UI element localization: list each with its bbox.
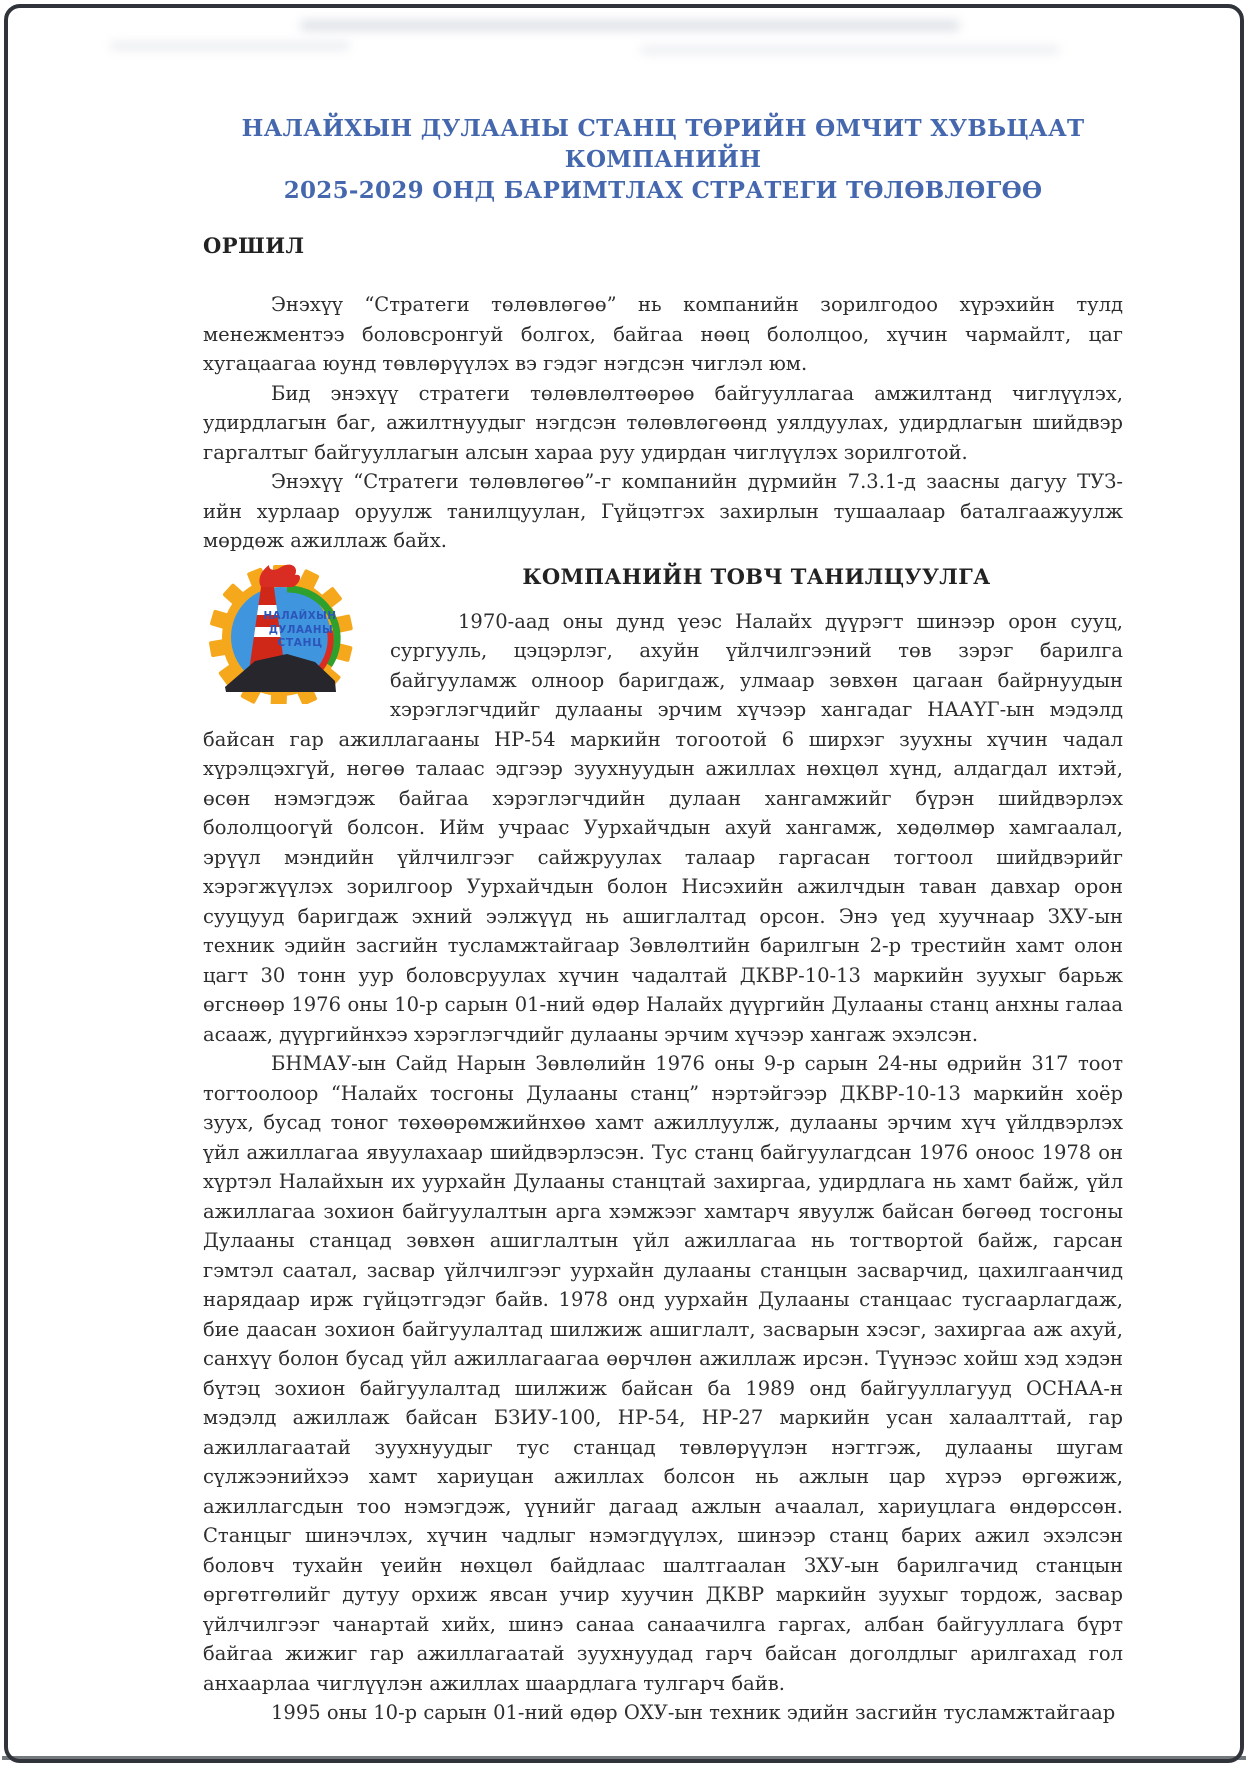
history-paragraph-2: БНМАУ-ын Сайд Нарын Зөвлөлийн 1976 оны 9-р сарын 24-ны өдрийн 317 тоот тогтоолоор “Налайх тосгоны Дулааны станц” нэртэйгээр ДКВР-10-13 маркийн хоёр зуух, бусад тоног төхөөрөмжийнхөө хамт ажиллуулж, дулааны эрчим хүч үйлдвэрлэх үйл ажиллагаа явуулахаар шийдвэрлэсэн. Тус станц байгуулагдсан 1976 оноос 1978 он хүртэл Налайхын их уурхайн Дулааны станцтай захиргаа, удирдлага нь хамт байж, үйл ажиллагаа зохион байгуулалтын арга хэмжээг хамтарч явуулж байсан бөгөөд тосгоны Дулааны станцад зөвхөн ашиглалтын үйл ажиллагаа нь тогтвортой байж, гарсан гэмтэл саатал, засвар үйлчилгээг уурхайн дулааны станцын засварчид, цахилгаанчид нарядаар ирж гүйцэтгэдэг байв. 1978 онд уурхайн Дулааны станцаас тусгаарлагдаж, бие даасан зохион байгуулалтад шилжиж ашиглалт, засварын хэсэг, захиргаа аж ахуй, санхүү болон бусад үйл ажиллагаагаа өөрчлөн ажиллаж ирсэн. Түүнээс хойш хэд хэдэн бүтэц зохион байгуулалтад шилжиж байсан ба 1989 онд байгууллагууд ОСНАА-н мэдэлд ажиллаж байсан БЗИУ-100, НР-54, НР-27 маркийн усан халаалттай, гар ажиллагаатай зуухнуудыг тус станцад төвлөрүүлэн нэгтгэж, дулааны шугам сүлжээнийхээ хамт хариуцан ажиллах болсон нь ажлын цар хүрээ өргөжиж, ажиллагсдын тоо нэмэгдэж, үүнийг дагаад ажлын ачаалал, хариуцлага өндөрссөн. Станцыг шинэчлэх, хүчин чадлыг нэмэгдүүлэх, шинээр станц барих ажил эхэлсэн боловч тухайн үеийн нөхцөл байдлаас шалтгаалан ЗХУ-ын барилгачид станцын өргөтгөлийг дутуу орхиж явсан учир хуучин ДКВР маркийн зуухыг тордож, засвар үйлчилгээг чанартай хийх, шинэ санаа санаачилга гаргах, албан байгууллага бүрт байгаа жижиг гар ажиллагаатай зуухнуудад гарч байсан доголдлыг арилгахад гол анхаарлаа чиглүүлэн ажиллах шаардлага тулгарч байв. <box>203 1052 1123 1695</box>
document-title <box>203 113 1123 206</box>
title-line-2: 2025-2029 ОНД БАРИМТЛАХ СТРАТЕГИ ТӨЛӨВЛӨГӨӨ <box>283 177 1043 204</box>
section-heading-company: КОМПАНИЙН ТОВЧ ТАНИЛЦУУЛГА <box>522 563 991 589</box>
title-line-1: НАЛАЙХЫН ДУЛААНЫ СТАНЦ ТӨРИЙН ӨМЧИТ ХУВЬЦААТ КОМПАНИЙН <box>241 115 1085 173</box>
company-logo <box>203 559 363 704</box>
document-page <box>203 113 1123 1728</box>
intro-paragraph-1: Энэхүү “Стратеги төлөвлөгөө” нь компанийн зорилгодоо хүрэхийн тулд менежментээ боловсронгуй болгох, байгаа нөөц бололцоо, хүчин чармайлт, цаг хугацаагаа юунд төвлөрүүлэх вэ гэдэг нэгдсэн чиглэл юм. <box>203 293 1123 375</box>
scan-bottom-edge <box>2 1756 1246 1760</box>
company-logo-graphic <box>203 559 363 704</box>
logo-text-line-1: НАЛАЙХЫН <box>263 609 337 622</box>
intro-paragraph-3: Энэхүү “Стратеги төлөвлөгөө”-г компанийн дүрмийн 7.3.1-д заасны дагуу ТУЗ-ийн хурлаар оруулж танилцуулан, Гүйцэтгэх захирлын тушаалаар баталгаажуулж мөрдөж ажиллаж байх. <box>203 470 1123 552</box>
scan-noise <box>300 20 960 31</box>
logo-text-line-2: ДУЛААНЫ <box>268 623 334 636</box>
intro-paragraph-2: Бид энэхүү стратеги төлөвлөлтөөрөө байгууллагаа амжилтанд чиглүүлэх, удирдлагын баг, ажилтнуудыг нэгдсэн төлөвлөгөөнд уялдуулах, удирдлагын шийдвэр гаргалтыг байгууллагын алсын хараа руу удирдан чиглүүлэх зорилготой. <box>203 381 1123 464</box>
flame-icon <box>259 564 300 586</box>
section-heading-orshil: ОРШИЛ <box>203 233 305 258</box>
logo-text-line-3: СТАНЦ <box>277 635 323 649</box>
history-paragraph-3: 1995 оны 10-р сарын 01-ний өдөр ОХУ-ын техник эдийн засгийн тусламжтайгаар <box>271 1701 1116 1724</box>
scan-noise <box>640 46 1060 54</box>
history-paragraph-1: 1970-аад оны дунд үеэс Налайх дүүрэгт шинээр орон сууц, сургууль, цэцэрлэг, ахуйн үйлчилгээний төв зэрэг барилга байгууламж олноор баригдаж, улмаар зөвхөн цагаан байрнуудын хэрэглэгчдийг дулааны эрчим хүчээр хангадаг НААҮГ-ын мэдэлд байсан гар ажиллагааны НР-54 маркийн тогоотой 6 ширхэг зуухны хүчин чадал хүрэлцэхгүй, нөгөө талаас эдгээр зуухнуудын ажиллах нөхцөл хүнд, алдагдал ихтэй, өсөн нэмэгдэж байгаа хэрэглэгчдийн дулаан хангамжийг бүрэн шийдвэрлэх бололцоогүй болсон. Ийм учраас Уурхайчдын ахуй хангамж, хөдөлмөр хамгаалал, эрүүл мэндийн үйлчилгээг сайжруулах талаар гаргасан тогтоол шийдвэрийг хэрэгжүүлэх зорилгоор Уурхайчдын болон Нисэхийн ажилчдын таван давхар орон сууцууд баригдаж эхний ээлжүүд нь ашиглалтад орсон. Энэ үед хуучнаар ЗХУ-ын техник эдийн засгийн тусламжтайгаар Зөвлөлтийн барилгын 2-р трестийн хамт олон цагт 30 тонн уур боловсруулах хүчин чадалтай ДКВР-10-13 маркийн зуухыг барьж өгснөөр 1976 оны 10-р сарын 01-ний өдөр Налайх дүүргийн Дулааны станц анхны галаа асааж, дүүргийнхээ хэрэглэгчдийг дулааны эрчим хүчээр хангаж эхэлсэн. <box>203 609 1123 1046</box>
scan-noise <box>110 42 350 50</box>
